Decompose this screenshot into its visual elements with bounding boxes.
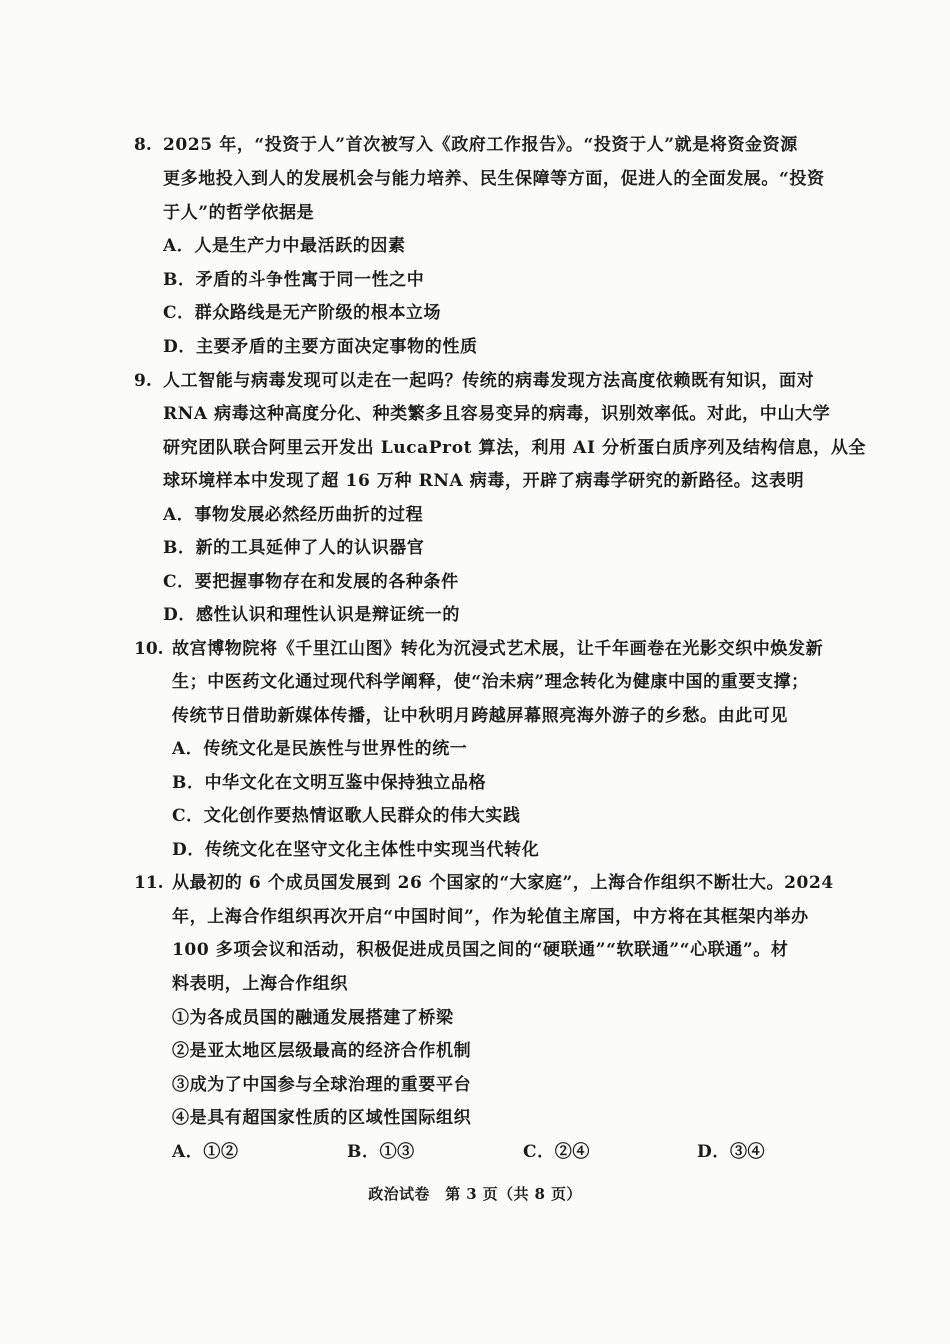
question-stem-line: 更多地投入到人的发展机会与能力培养、民生保障等方面，促进人的全面发展。“投资 xyxy=(163,169,825,189)
question-stem-line: 人工智能与病毒发现可以走在一起吗？传统的病毒发现方法高度依赖既有知识，面对 xyxy=(163,371,815,391)
page-footer: 政治试卷 第 3 页（共 8 页） xyxy=(368,1185,582,1203)
option-a: A．事物发展必然经历曲折的过程 xyxy=(163,505,424,525)
question-stem-line: 年，上海合作组织再次开启“中国时间”，作为轮值主席国，中方将在其框架内举办 xyxy=(172,907,809,927)
option-b: B．新的工具延伸了人的认识器官 xyxy=(163,538,425,558)
question-stem-line: 2025 年，“投资于人”首次被写入《政府工作报告》。“投资于人”就是将资金资源 xyxy=(163,135,798,155)
choice-d: D．③④ xyxy=(697,1142,766,1162)
option-d: D．主要矛盾的主要方面决定事物的性质 xyxy=(163,337,478,357)
question-stem-line: 球环境样本中发现了超 16 万种 RNA 病毒，开辟了病毒学研究的新路径。这表明 xyxy=(163,471,805,491)
option-c: C．文化创作要热情讴歌人民群众的伟大实践 xyxy=(172,806,521,826)
question-stem-line: 传统节日借助新媒体传播，让中秋明月跨越屏幕照亮海外游子的乡愁。由此可见 xyxy=(172,706,788,726)
question-number: 10. xyxy=(134,639,164,659)
option-b: B．中华文化在文明互鉴中保持独立品格 xyxy=(172,773,487,793)
question-stem-line: 研究团队联合阿里云开发出 LucaProt 算法，利用 AI 分析蛋白质序列及结构信息，从全 xyxy=(163,438,867,458)
statement-3: ③成为了中国参与全球治理的重要平台 xyxy=(172,1075,472,1095)
option-a: A．传统文化是民族性与世界性的统一 xyxy=(172,739,468,759)
question-stem-line: 从最初的 6 个成员国发展到 26 个国家的“大家庭”，上海合作组织不断壮大。2024 xyxy=(172,873,834,893)
statement-4: ④是具有超国家性质的区域性国际组织 xyxy=(172,1108,472,1128)
option-d: D．传统文化在坚守文化主体性中实现当代转化 xyxy=(172,840,540,860)
question-stem-line: 生；中医药文化通过现代科学阐释，使“治未病”理念转化为健康中国的重要支撑； xyxy=(172,672,809,692)
statement-1: ①为各成员国的融通发展搭建了桥梁 xyxy=(172,1008,454,1028)
option-a: A．人是生产力中最活跃的因素 xyxy=(163,236,406,256)
question-stem-line: 故宫博物院将《千里江山图》转化为沉浸式艺术展，让千年画卷在光影交织中焕发新 xyxy=(172,639,824,659)
option-d: D．感性认识和理性认识是辩证统一的 xyxy=(163,605,460,625)
question-number: 11. xyxy=(134,873,164,893)
choice-b: B．①③ xyxy=(347,1142,415,1162)
option-c: C．群众路线是无产阶级的根本立场 xyxy=(163,303,442,323)
question-stem-line: RNA 病毒这种高度分化、种类繁多且容易变异的病毒，识别效率低。对此，中山大学 xyxy=(163,404,831,424)
question-stem-line: 料表明，上海合作组织 xyxy=(172,974,348,994)
question-number: 8. xyxy=(134,135,152,155)
question-stem-line: 100 多项会议和活动，积极促进成员国之间的“硬联通”“软联通”“心联通”。材 xyxy=(172,940,789,960)
choice-a: A．①② xyxy=(172,1142,239,1162)
question-stem-line: 于人”的哲学依据是 xyxy=(163,203,315,223)
question-number: 9. xyxy=(134,371,152,391)
choice-c: C．②④ xyxy=(523,1142,590,1162)
statement-2: ②是亚太地区层级最高的经济合作机制 xyxy=(172,1041,472,1061)
option-c: C．要把握事物存在和发展的各种条件 xyxy=(163,572,459,592)
option-b: B．矛盾的斗争性寓于同一性之中 xyxy=(163,270,425,290)
